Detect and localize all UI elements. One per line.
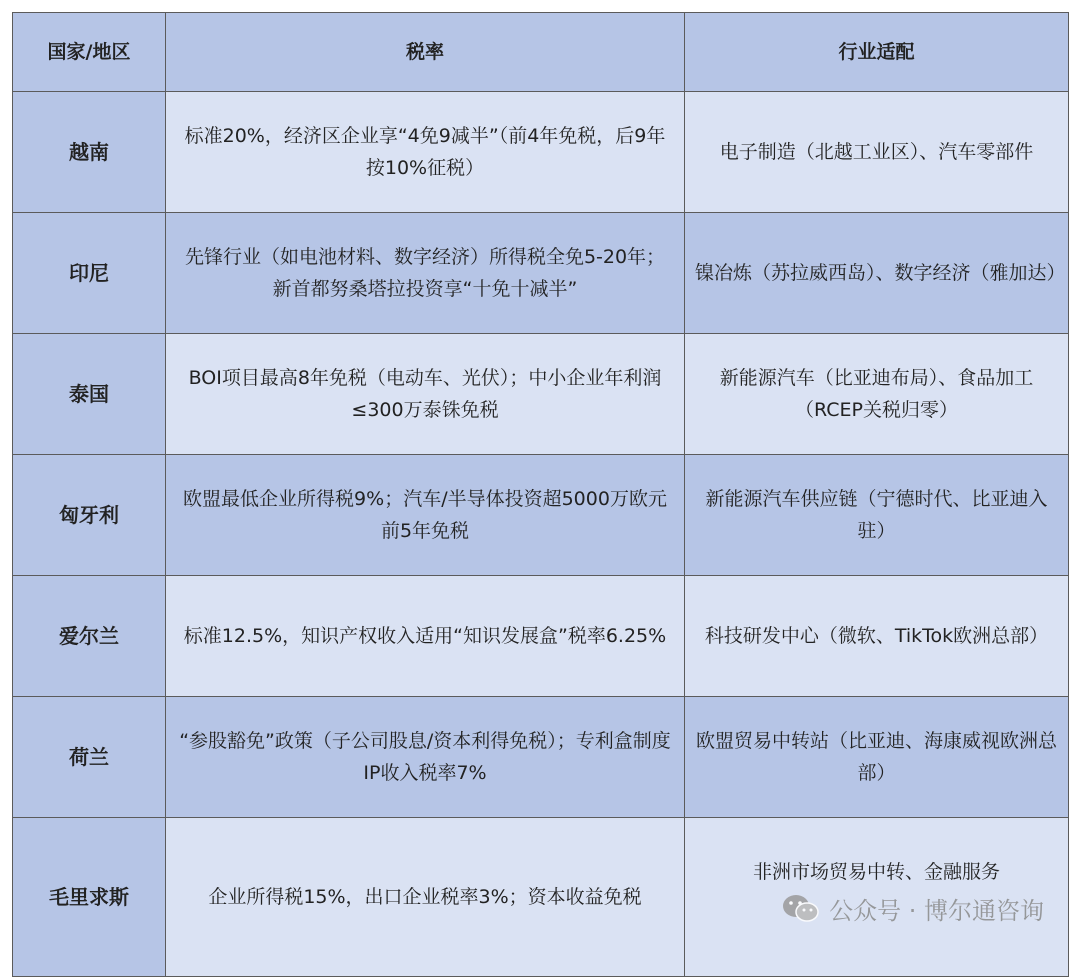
industry-cell: 电子制造（北越工业区）、汽车零部件 <box>685 92 1069 213</box>
table-row <box>13 92 1069 213</box>
table-row <box>13 697 1069 818</box>
watermark-text: 公众号 · 博尔通咨询 <box>829 897 1044 925</box>
industry-cell: 新能源汽车供应链（宁德时代、比亚迪入驻） <box>685 455 1069 576</box>
country-cell: 毛里求斯 <box>13 818 166 977</box>
country-cell: 荷兰 <box>13 697 166 818</box>
country-cell: 越南 <box>13 92 166 213</box>
industry-cell: 非洲市场贸易中转、金融服务 <box>685 818 1069 977</box>
header-industry: 行业适配 <box>685 13 1069 92</box>
country-cell: 印尼 <box>13 213 166 334</box>
header-country: 国家/地区 <box>13 13 166 92</box>
tax-cell: 企业所得税15%，出口企业税率3%；资本收益免税 <box>166 818 685 977</box>
header-tax: 税率 <box>166 13 685 92</box>
country-cell: 匈牙利 <box>13 455 166 576</box>
industry-cell: 科技研发中心（微软、TikTok欧洲总部） <box>685 576 1069 697</box>
tax-cell: 标准20%，经济区企业享“4免9减半”（前4年免税，后9年按10%征税） <box>166 92 685 213</box>
table-row <box>13 213 1069 334</box>
country-cell: 泰国 <box>13 334 166 455</box>
tax-cell: BOI项目最高8年免税（电动车、光伏）；中小企业年利润≤300万泰铢免税 <box>166 334 685 455</box>
industry-cell: 欧盟贸易中转站（比亚迪、海康威视欧洲总部） <box>685 697 1069 818</box>
tax-cell: 标准12.5%，知识产权收入适用“知识发展盒”税率6.25% <box>166 576 685 697</box>
table-row <box>13 334 1069 455</box>
table-header-row <box>13 13 1069 92</box>
tax-cell: “参股豁免”政策（子公司股息/资本利得免税）；专利盒制度IP收入税率7% <box>166 697 685 818</box>
tax-table-container <box>12 12 1068 938</box>
industry-cell: 镍冶炼（苏拉威西岛）、数字经济（雅加达） <box>685 213 1069 334</box>
wechat-icon <box>781 893 821 925</box>
watermark <box>781 891 1044 926</box>
industry-cell: 新能源汽车（比亚迪布局）、食品加工（RCEP关税归零） <box>685 334 1069 455</box>
table-row <box>13 576 1069 697</box>
table-row <box>13 455 1069 576</box>
tax-cell: 先锋行业（如电池材料、数字经济）所得税全免5-20年；新首都努桑塔拉投资享“十免十减半” <box>166 213 685 334</box>
tax-comparison-table <box>12 12 1069 977</box>
tax-cell: 欧盟最低企业所得税9%；汽车/半导体投资超5000万欧元前5年免税 <box>166 455 685 576</box>
country-cell: 爱尔兰 <box>13 576 166 697</box>
